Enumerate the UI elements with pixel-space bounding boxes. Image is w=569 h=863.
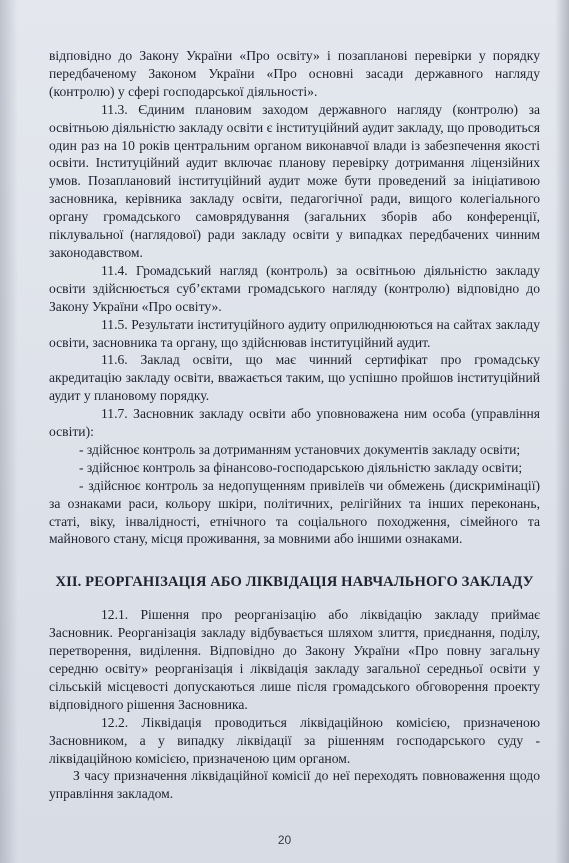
- paragraph-12-1: 12.1. Рішення про реорганізацію або ліквідацію закладу приймає Засновник. Реорганізація закладу відбувається шляхом злиття, приєднання, поділу, перетворення, виділення. Відповідно до Закону України «Про повну загальну середню освіту» реорганізація і ліквідація закладу загальної середньої освіти у сільській місцевості допускаються лише після громадського обговорення проекту відповідного рішення Засновника.: [49, 607, 540, 712]
- section-heading: ХІІ. РЕОРГАНІЗАЦІЯ АБО ЛІКВІДАЦІЯ НАВЧАЛЬНОГО ЗАКЛАДУ: [55, 574, 534, 591]
- paragraph-11-6: 11.6. Заклад освіти, що має чинний сертифікат про громадську акредитацію закладу освіти, вважається таким, що успішно пройшов інституційний аудит у плановому порядку.: [49, 352, 540, 404]
- page-edge-shadow-left: [0, 0, 18, 863]
- paragraph-11-4: 11.4. Громадський нагляд (контроль) за освітньою діяльністю закладу освіти здійснюється суб’єктами громадського нагляду (контролю) відповідно до Закону України «Про освіту».: [49, 262, 540, 314]
- list-item-dash-2: - здійснює контроль за фінансово-господарською діяльністю закладу освіти;: [79, 459, 523, 475]
- list-item-dash-1: - здійснює контроль за дотриманням установчих документів закладу освіти;: [79, 441, 521, 457]
- document-body: [49, 47, 540, 803]
- page-number: 20: [277, 833, 292, 847]
- paragraph-11-5: 11.5. Результати інституційного аудиту оприлюднюються на сайтах закладу освіти, засновника та органу, що здійснював інституційний аудит.: [49, 316, 540, 350]
- paragraph-11-3: 11.3. Єдиним плановим заходом державного нагляду (контролю) за освітньою діяльністю закладу освіти є інституційний аудит закладу, що проводиться один раз на 10 років центральним органом виконавчої влади із забезпечення якості освіти. Інституційний аудит включає планову перевірку дотримання ліцензійних умов. Позаплановий інституційний аудит може бути проведений за ініціативою засновника, керівника закладу освіти, педагогічної ради, вищого колегіального органу громадського самоврядування (загальних зборів або конференції, піклувальної (наглядової) ради закладу освіти у випадках передбачених чинним законодавством.: [49, 101, 540, 260]
- paragraph-closing: З часу призначення ліквідаційної комісії до неї переходять повноваження щодо управління закладом.: [49, 768, 540, 802]
- paragraph-11-7: 11.7. Засновник закладу освіти або уповноважена ним особа (управління освіти):: [49, 406, 540, 440]
- list-item-dash-3: - здійснює контроль за недопущенням привілеїв чи обмежень (дискримінації) за ознаками раси, кольору шкіри, політичних, релігійних та інших переконань, статі, віку, інвалідності, етнічного та соціального походження, сімейного та майнового стану, місця проживання, за мовними або іншими ознаками.: [49, 477, 540, 547]
- paragraph-12-2: 12.2. Ліквідація проводиться ліквідаційною комісією, призначеною Засновником, а у випадку ліквідації за рішенням господарського суду - ліквідаційною комісією, призначеною цим органом.: [49, 714, 540, 766]
- page-edge-shadow-right: [555, 0, 569, 863]
- paragraph-continuation: відповідно до Закону України «Про освіту» і позапланові перевірки у порядку передбаченому Законом України «Про основні засади державного нагляду (контролю) у сфері господарської діяльності».: [49, 48, 540, 99]
